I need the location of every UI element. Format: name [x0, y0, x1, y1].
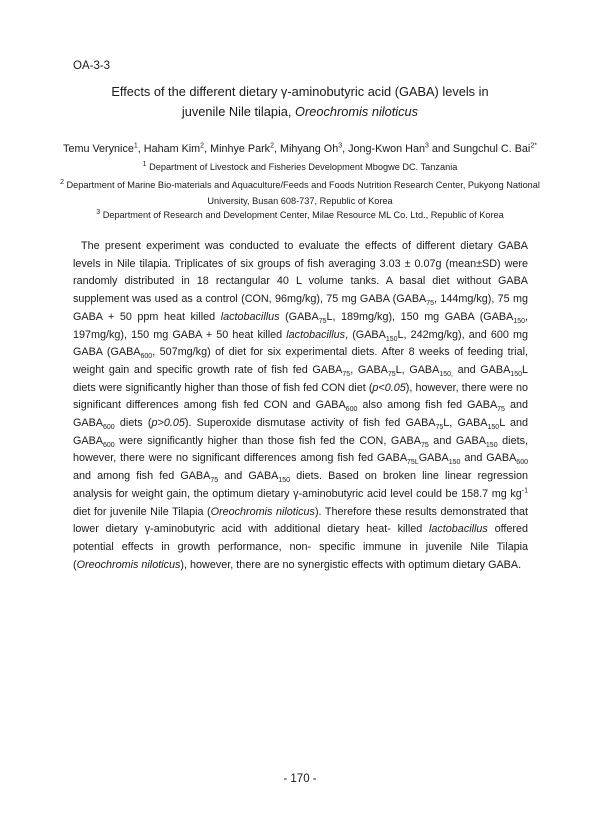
title-line-1: Effects of the different dietary γ-aminobutyric acid (GABA) levels in [111, 84, 489, 99]
abstract-subscript: 150 [485, 441, 498, 449]
abstract-subscript: 150 [278, 477, 291, 485]
affiliation-2-marker: 2 [60, 178, 64, 186]
abstract-subscript: 600 [345, 406, 358, 414]
author-name: Temu Verynice [63, 143, 134, 155]
abstract-subscript: 75 [318, 317, 327, 325]
affiliation-1 [60, 159, 540, 175]
abstract-text: were significantly higher than those fish fed the CON, GABA [114, 434, 421, 447]
abstract-text: , 144mg/kg), 75 mg GABA + 50 ppm heat killed [73, 293, 528, 323]
abstract-subscript: 150 [513, 317, 525, 325]
affiliation-3 [60, 207, 540, 223]
abstract-italic: p<0.05 [372, 381, 406, 394]
affiliation-2-text: Department of Marine Bio-materials and Aquaculture/Feeds and Foods Nutrition Research Center, Pukyong National University, Busan 608-737, Republic of Korea [66, 180, 540, 206]
title-line-2-prefix: juvenile Nile tilapia, [181, 104, 296, 119]
author-separator: , [342, 143, 349, 155]
author-affiliation-marker: 2 [200, 142, 205, 150]
abstract-text: and among fish fed GABA [73, 470, 211, 483]
abstract-text: ), however, there were no significant differences among fish fed CON and GABA [73, 381, 528, 412]
abstract-subscript: 150 [487, 424, 500, 432]
abstract-text: and GABA [460, 452, 517, 465]
author-affiliation-marker: 1 [133, 142, 138, 150]
abstract-text: L, GABA [443, 417, 488, 430]
abstract-text: diets ( [114, 417, 152, 430]
abstract-italic: lactobacillus [429, 523, 488, 536]
author-separator: , [204, 143, 211, 155]
abstract-italic: Oreochromis niloticus [76, 558, 181, 571]
abstract-subscript: 75 [435, 424, 444, 432]
abstract-subscript: 75 [497, 406, 505, 414]
abstract-text: L, 189mg/kg), 150 mg GABA (GABA [326, 310, 514, 323]
abstract-subscript: 75 [426, 300, 435, 308]
abstract-text: The present experiment was conducted to evaluate the effects of different dietary GABA levels in Nile tilapia. Triplicates of six groups of fish averaging 3.03 ± 0.07g (mean±SD) were randomly distributed in 18 rectangular 40 L volume tanks. A basal diet without GABA supplement was used as a control (CON, 96mg/kg), 75 mg GABA (GABA [73, 240, 528, 306]
abstract-subscript: 150 [448, 459, 461, 467]
abstract-text: and GABA [218, 470, 279, 483]
author-separator: and [428, 143, 453, 155]
author-affiliation-marker: 3 [338, 142, 343, 150]
abstract-text: L, 242mg/kg), and 600 mg GABA (GABA [73, 328, 528, 359]
abstract-italic: lactobacillus [286, 328, 346, 341]
affiliation-1-text: Department of Livestock and Fisheries Development Mbogwe DC. Tanzania [149, 162, 458, 172]
abstract-text: ), however, there are no synergistic effects with optimum dietary GABA. [180, 558, 522, 571]
title-line-2 [40, 102, 560, 122]
abstract-subscript: 75 [420, 441, 429, 449]
abstract-italic: p>0.05 [151, 417, 185, 430]
abstract-superscript: -1 [521, 487, 528, 495]
abstract-subscript: 150, [439, 371, 453, 379]
abstract-text: L, GABA [395, 363, 440, 376]
abstract-text: ). Superoxide dismutase activity of fish fed GABA [184, 417, 436, 430]
page-number: - 170 - [283, 773, 317, 785]
abstract-text: diet for juvenile Nile Tilapia ( [73, 505, 211, 518]
author-name: Haham Kim [143, 143, 201, 155]
author-affiliation-marker: 3 [424, 142, 429, 150]
abstract-text: , (GABA [345, 328, 386, 341]
abstract-subscript: 75 [210, 477, 219, 485]
author-affiliation-marker: 2 [270, 142, 274, 150]
author-name: Jong-Kwon Han [348, 143, 425, 155]
abstract-italic: lactobacillus [220, 310, 280, 323]
abstract-italic: Oreochromis niloticus [210, 505, 315, 518]
abstract-text: ). Therefore these results demonstrated that lower dietary γ-aminobutyric acid with additional dietary heat- killed [73, 505, 528, 536]
abstract-subscript: 75 [387, 371, 396, 379]
abstract-subscript: 150 [510, 371, 522, 379]
abstract-subscript: 600 [103, 424, 115, 432]
abstract-text: (GABA [279, 310, 319, 323]
affiliation-3-text: Department of Research and Development Center, Milae Resource ML Co. Ltd., Republic of Korea [102, 210, 504, 220]
abstract-text: L and GABA [73, 417, 529, 447]
abstract-text: and GABA [428, 434, 486, 447]
abstract-subscript: 75 [342, 371, 351, 379]
title-species: Oreochromis niloticus [295, 104, 419, 119]
abstract-text: , 197mg/kg), 150 mg GABA + 50 heat killed [73, 310, 528, 341]
abstract-text: diets. Based on broken line linear regression analysis for weight gain, the optimum dietary γ-aminobutyric acid level could be 158.7 mg kg [73, 470, 528, 500]
abstract-text: and GABA [73, 399, 528, 430]
affiliation-2 [60, 177, 540, 209]
abstract-text: , GABA [350, 363, 388, 376]
author-list [40, 141, 560, 157]
author-name: Mihyang Oh [280, 143, 339, 155]
abstract-text: L diets were significantly higher than those of fish fed CON diet ( [73, 363, 528, 394]
author-name: Minhye Park [210, 143, 271, 155]
abstract-text: also among fish fed GABA [357, 399, 498, 412]
abstract-code: OA-3-3 [73, 60, 111, 72]
affiliation-1-marker: 1 [142, 160, 147, 168]
abstract-subscript: 75L [407, 459, 419, 467]
author-name: Sungchul C. Bai [452, 143, 531, 155]
abstract-subscript: 600 [103, 441, 115, 449]
abstract-body [73, 238, 528, 574]
affiliation-3-marker: 3 [96, 208, 101, 216]
abstract-text: diets, however, there were no significant differences among fish fed GABA [73, 434, 528, 465]
author-affiliation-marker: 2* [530, 142, 537, 150]
abstract-subscript: 150 [385, 335, 398, 343]
author-separator: , [137, 143, 144, 155]
abstract-text: GABA [418, 452, 449, 465]
author-separator: , [274, 143, 280, 155]
abstract-text: , 507mg/kg) of diet for six experimental diets. After 8 weeks of feeding trial, weight gain and specific growth rate of fish fed GABA [73, 346, 528, 376]
abstract-text: and GABA [452, 363, 511, 376]
abstract-subscript: 600 [516, 459, 528, 467]
abstract-subscript: 600 [140, 353, 153, 361]
abstract-text: offered potential effects in growth performance, non- specific immune in juvenile Nile Tilapia ( [73, 523, 528, 571]
